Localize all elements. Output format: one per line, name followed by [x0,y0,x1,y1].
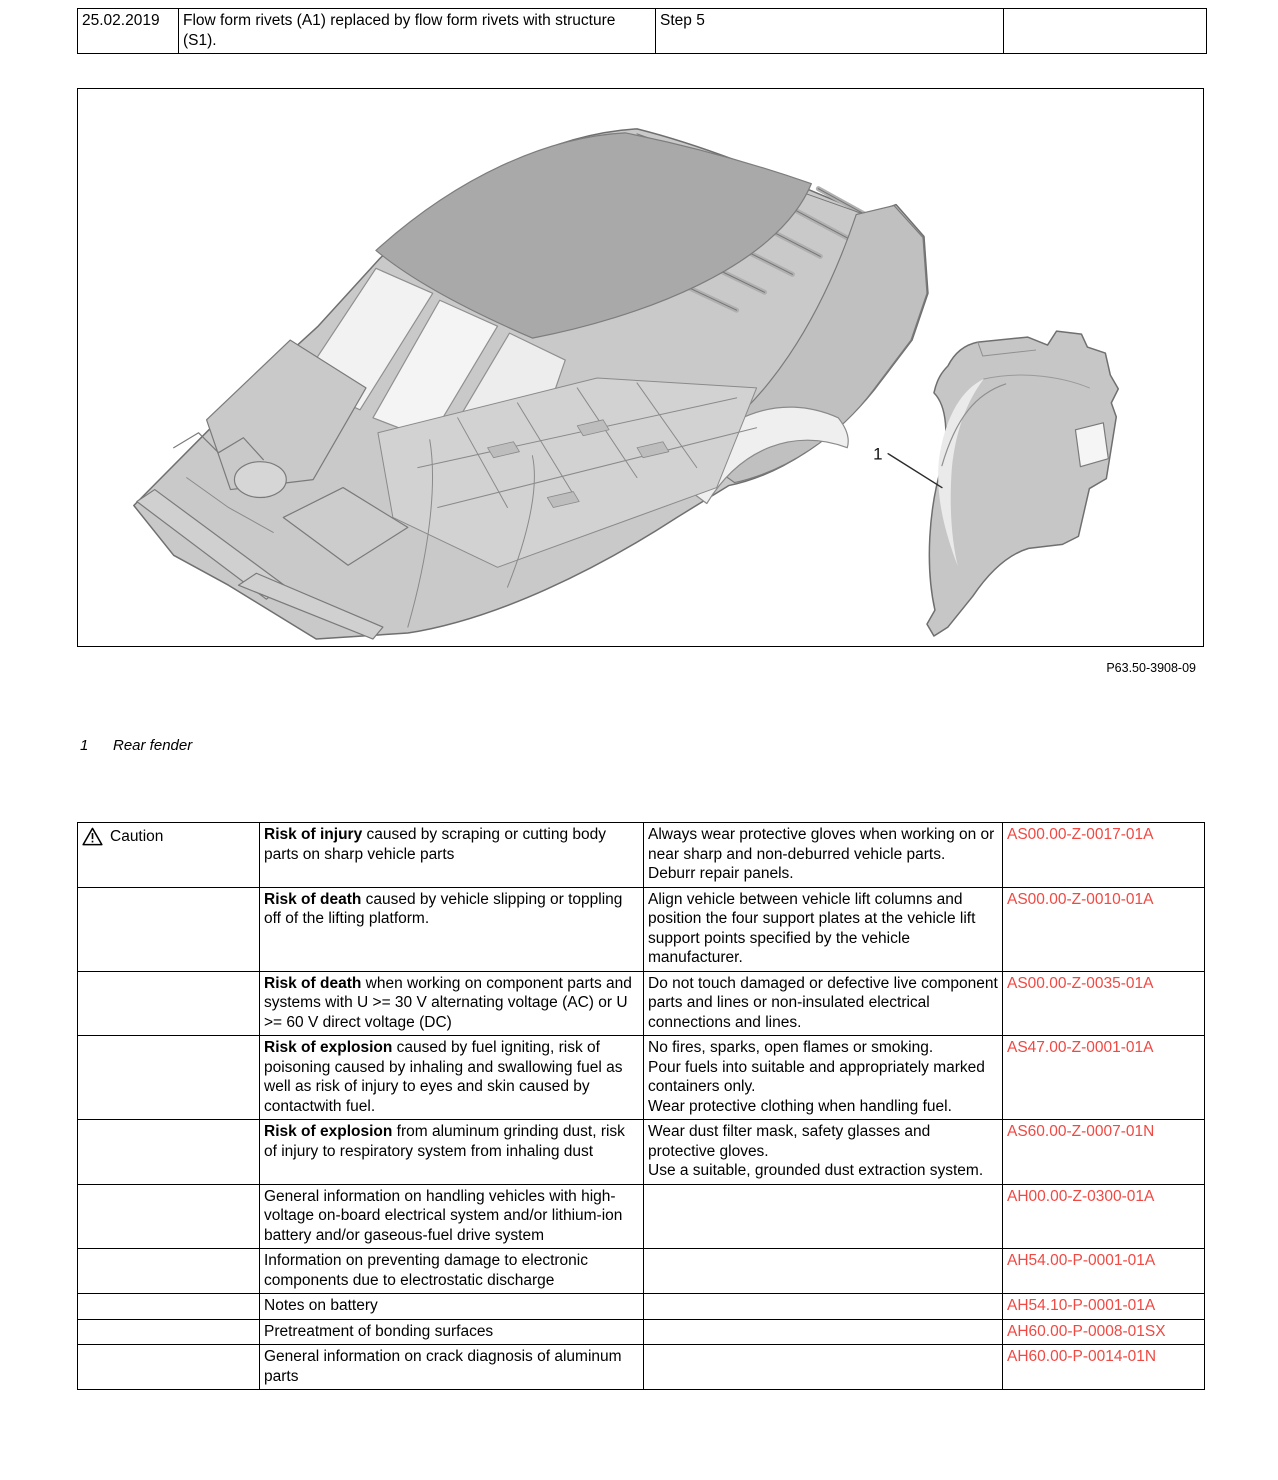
figure-code: P63.50-3908-09 [1106,661,1196,675]
caution-marker [82,825,255,847]
instructions-cell [644,971,1003,1036]
document-code: AS60.00-Z-0007-01N [1003,1120,1205,1185]
caution-marker-cell [78,1184,260,1249]
risk-description: when working on component parts and systems with U >= 30 V alternating voltage (AC) or U >= 60 V direct voltage (DC) [264,974,632,1031]
document-code: AH54.00-P-0001-01A [1003,1249,1205,1294]
risk-cell [260,1249,644,1294]
risk-description: Information on preventing damage to electronic components due to electrostatic discharge [264,1252,588,1289]
caution-table-body [78,823,1205,1390]
callout-label: 1 [873,444,883,464]
instructions-cell [644,1249,1003,1294]
risk-cell [260,1294,644,1320]
risk-description: General information on crack diagnosis of aluminum parts [264,1348,622,1385]
risk-description: Pretreatment of bonding surfaces [264,1322,494,1340]
risk-cell [260,823,644,888]
figure-box [77,88,1204,647]
document-code: AH60.00-P-0008-01SX [1003,1319,1205,1345]
history-note [1004,9,1207,54]
callout-leader-line [888,454,942,488]
caution-table-row [78,1184,1205,1249]
caution-table-row [78,1120,1205,1185]
caution-table-row [78,887,1205,971]
caution-marker-cell [78,1294,260,1320]
instruction-line: Pour fuels into suitable and appropriately marked containers only. [648,1058,985,1095]
risk-cell [260,1345,644,1390]
instruction-line: Always wear protective gloves when working on or near sharp and non-deburred vehicle parts. [648,826,995,863]
risk-cell [260,887,644,971]
caution-marker-cell [78,887,260,971]
instructions-cell [644,887,1003,971]
history-step: Step 5 [656,9,1004,54]
caution-label: Caution [110,828,164,845]
instructions-cell [644,823,1003,888]
document-code: AS00.00-Z-0017-01A [1003,823,1205,888]
history-change: Flow form rivets (A1) replaced by flow form rivets with structure (S1). [179,9,656,54]
instructions-cell [644,1345,1003,1390]
instruction-line: Do not touch damaged or defective live component parts and lines or non-insulated electrical connections and lines. [648,974,998,1031]
caution-table-row [78,1036,1205,1120]
instruction-line: No fires, sparks, open flames or smoking. [648,1039,934,1056]
risk-title: Risk of explosion [264,1123,393,1140]
instructions-cell [644,1120,1003,1185]
risk-title: Risk of death [264,890,362,908]
risk-description: General information on handling vehicles with high-voltage on-board electrical system and/or lithium-ion battery and/or gaseous-fuel drive system [264,1187,623,1244]
instruction-line: Deburr repair panels. [648,865,794,882]
caution-table-row [78,1319,1205,1345]
caution-table-row [78,1249,1205,1294]
document-code: AS00.00-Z-0035-01A [1003,971,1205,1036]
caution-marker-cell [78,971,260,1036]
risk-cell [260,1120,644,1185]
instruction-line: Align vehicle between vehicle lift columns and position the four support plates at the vehicle lift support points specified by the vehicle manufacturer. [648,890,976,966]
document-code: AH54.10-P-0001-01A [1003,1294,1205,1320]
document-code: AS47.00-Z-0001-01A [1003,1036,1205,1120]
caution-table-row [78,823,1205,888]
legend-label: Rear fender [113,737,193,754]
risk-cell [260,1319,644,1345]
instruction-line: Use a suitable, grounded dust extraction system. [648,1162,984,1179]
caution-marker-cell [78,1345,260,1390]
caution-marker-cell [78,823,260,888]
caution-marker-cell [78,1036,260,1120]
instructions-cell [644,1294,1003,1320]
history-date: 25.02.2019 [78,9,179,54]
risk-description: caused by fuel igniting, risk of poisoning caused by inhaling and swallowing fuel as well as risk of injury to eyes and skin caused by contactwith fuel. [264,1039,623,1115]
instruction-line: Wear protective clothing when handling fuel. [648,1097,952,1115]
document-code: AS00.00-Z-0010-01A [1003,887,1205,971]
figure-legend [80,736,192,756]
instruction-line: Wear dust filter mask, safety glasses and protective gloves. [648,1123,931,1160]
caution-table-row [78,1294,1205,1320]
caution-table [77,822,1205,1390]
caution-marker-cell [78,1120,260,1185]
caution-table-row [78,971,1205,1036]
instructions-cell [644,1319,1003,1345]
risk-cell [260,1036,644,1120]
caution-table-row [78,1345,1205,1390]
risk-description: caused by scraping or cutting body parts on sharp vehicle parts [264,826,607,863]
risk-cell [260,1184,644,1249]
risk-cell [260,971,644,1036]
caution-marker-cell [78,1249,260,1294]
instructions-cell [644,1036,1003,1120]
warning-triangle-icon [82,827,103,846]
history-table [77,8,1207,54]
history-row [78,9,1207,54]
risk-title: Risk of explosion [264,1039,393,1056]
legend-ref: 1 [80,737,89,754]
instructions-cell [644,1184,1003,1249]
document-code: AH60.00-P-0014-01N [1003,1345,1205,1390]
risk-title: Risk of death [264,974,362,992]
caution-marker-cell [78,1319,260,1345]
car-body-illustration [78,89,1203,646]
risk-description: caused by vehicle slipping or toppling off of the lifting platform. [264,890,623,927]
risk-description: from aluminum grinding dust, risk of injury to respiratory system from inhaling dust [264,1123,625,1160]
risk-description: Notes on battery [264,1297,378,1314]
risk-title: Risk of injury [264,826,363,843]
document-code: AH00.00-Z-0300-01A [1003,1184,1205,1249]
